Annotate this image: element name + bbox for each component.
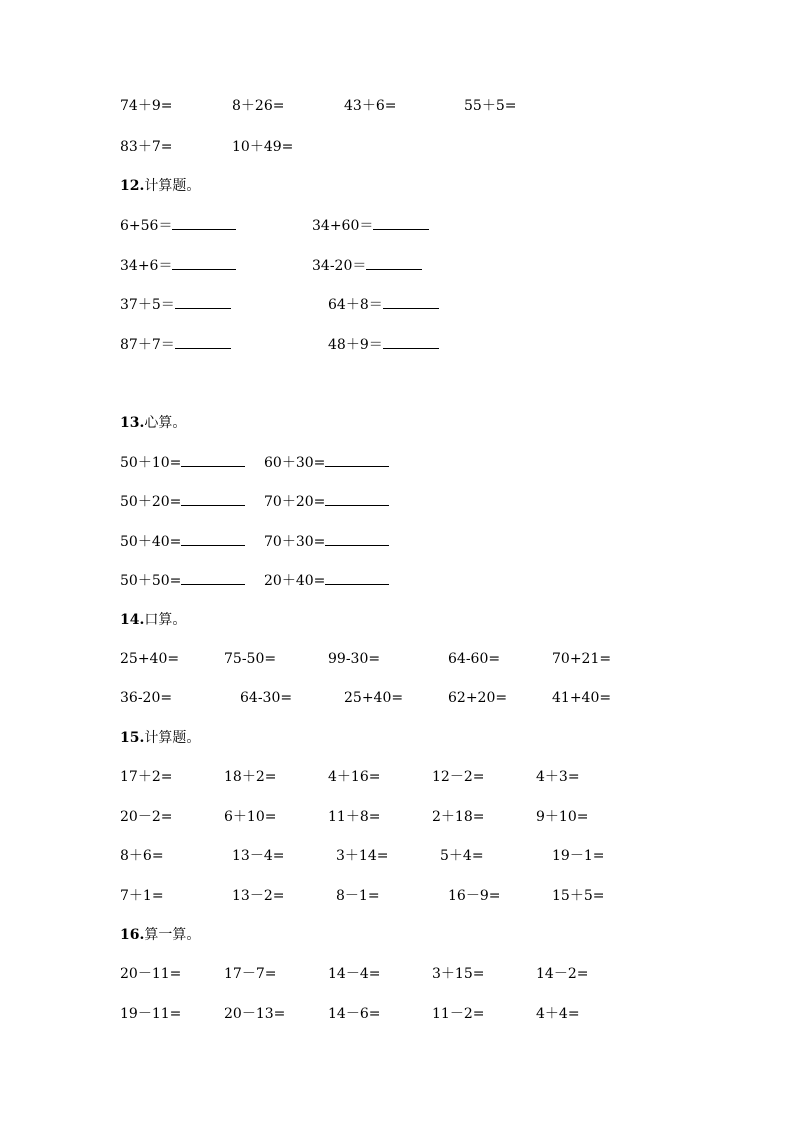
problem: 9＋10= <box>536 809 589 825</box>
fill-in-problem: 50＋20= <box>120 491 245 512</box>
problem: 4＋4= <box>536 1006 580 1022</box>
q12-heading <box>120 176 200 196</box>
q11-row-1 <box>0 96 794 120</box>
q12-row-3 <box>0 294 794 318</box>
answer-blank[interactable] <box>325 452 389 467</box>
fill-in-problem: 50＋40= <box>120 531 245 552</box>
problem: 25+40= <box>120 651 180 667</box>
q13-row-4 <box>0 570 794 594</box>
problem: 70+21= <box>552 651 612 667</box>
q15-row-2 <box>0 807 794 831</box>
answer-blank[interactable] <box>181 491 245 506</box>
q13-row-1 <box>0 452 794 476</box>
answer-blank[interactable] <box>325 531 389 546</box>
problem: 11＋8= <box>328 809 381 825</box>
problem: 4＋16= <box>328 769 381 785</box>
question-title: 计算题。 <box>144 178 201 194</box>
q15-heading <box>120 728 200 748</box>
fill-in-problem: 60＋30= <box>264 452 389 473</box>
answer-blank[interactable] <box>325 491 389 506</box>
problem: 15＋5= <box>552 888 605 904</box>
q11-row-2 <box>0 137 794 161</box>
question-number: 13. <box>120 415 145 431</box>
q14-row-2 <box>0 688 794 712</box>
problem: 2＋18= <box>432 809 485 825</box>
fill-in-problem: 70＋30= <box>264 531 389 552</box>
problem: 99-30= <box>328 651 381 667</box>
question-title: 心算。 <box>144 415 187 431</box>
question-number: 16. <box>120 927 145 943</box>
fill-in-problem: 50＋50= <box>120 570 245 591</box>
problem: 19－11= <box>120 1006 182 1022</box>
answer-blank[interactable] <box>175 294 231 309</box>
problem: 64-30= <box>240 690 293 706</box>
problem: 8－1= <box>336 888 380 904</box>
problem: 36-20= <box>120 690 173 706</box>
problem: 16－9= <box>448 888 501 904</box>
q15-row-4 <box>0 886 794 910</box>
problem: 17＋2= <box>120 769 173 785</box>
question-number: 12. <box>120 178 145 194</box>
q13-row-3 <box>0 531 794 555</box>
fill-in-problem: 48＋9＝ <box>328 334 439 355</box>
problem: 8＋26= <box>232 98 285 114</box>
question-title: 口算。 <box>144 612 187 628</box>
q14-heading <box>120 610 186 630</box>
answer-blank[interactable] <box>383 334 439 349</box>
problem: 83＋7= <box>120 139 173 155</box>
answer-blank[interactable] <box>172 215 236 230</box>
answer-blank[interactable] <box>172 255 236 270</box>
problem: 41+40= <box>552 690 612 706</box>
problem: 20－13= <box>224 1006 286 1022</box>
question-title: 计算题。 <box>144 730 201 746</box>
fill-in-problem: 64＋8＝ <box>328 294 439 315</box>
problem: 5＋4= <box>440 848 484 864</box>
fill-in-problem: 34+6＝ <box>120 255 236 276</box>
problem: 55＋5= <box>464 98 517 114</box>
q16-heading <box>120 925 200 945</box>
problem: 75-50= <box>224 651 277 667</box>
problem: 43＋6= <box>344 98 397 114</box>
q12-row-4 <box>0 334 794 358</box>
problem: 62+20= <box>448 690 508 706</box>
q16-row-1 <box>0 964 794 988</box>
problem: 74＋9= <box>120 98 173 114</box>
answer-blank[interactable] <box>181 452 245 467</box>
problem: 25+40= <box>344 690 404 706</box>
problem: 18＋2= <box>224 769 277 785</box>
fill-in-problem: 50＋10= <box>120 452 245 473</box>
problem: 20－11= <box>120 966 182 982</box>
problem: 13－4= <box>232 848 285 864</box>
q16-row-2 <box>0 1004 794 1028</box>
q15-row-3 <box>0 846 794 870</box>
problem: 12－2= <box>432 769 485 785</box>
q12-row-1 <box>0 215 794 239</box>
fill-in-problem: 37＋5＝ <box>120 294 231 315</box>
answer-blank[interactable] <box>373 215 429 230</box>
problem: 14－2= <box>536 966 589 982</box>
problem: 13－2= <box>232 888 285 904</box>
fill-in-problem: 6+56＝ <box>120 215 236 236</box>
problem: 10＋49= <box>232 139 294 155</box>
problem: 11－2= <box>432 1006 485 1022</box>
problem: 20－2= <box>120 809 173 825</box>
answer-blank[interactable] <box>366 255 422 270</box>
problem: 3＋14= <box>336 848 389 864</box>
q13-row-2 <box>0 491 794 515</box>
problem: 14－4= <box>328 966 381 982</box>
fill-in-problem: 34+60＝ <box>312 215 429 236</box>
fill-in-problem: 70＋20= <box>264 491 389 512</box>
fill-in-problem: 87＋7＝ <box>120 334 231 355</box>
problem: 3＋15= <box>432 966 485 982</box>
answer-blank[interactable] <box>175 334 231 349</box>
question-title: 算一算。 <box>144 927 201 943</box>
q12-row-2 <box>0 255 794 279</box>
problem: 6＋10= <box>224 809 277 825</box>
fill-in-problem: 20＋40= <box>264 570 389 591</box>
problem: 4＋3= <box>536 769 580 785</box>
answer-blank[interactable] <box>383 294 439 309</box>
problem: 7＋1= <box>120 888 164 904</box>
problem: 64-60= <box>448 651 501 667</box>
q14-row-1 <box>0 649 794 673</box>
answer-blank[interactable] <box>181 531 245 546</box>
problem: 19－1= <box>552 848 605 864</box>
q15-row-1 <box>0 767 794 791</box>
problem: 8＋6= <box>120 848 164 864</box>
answer-blank[interactable] <box>325 570 389 585</box>
problem: 14－6= <box>328 1006 381 1022</box>
question-number: 15. <box>120 730 145 746</box>
fill-in-problem: 34-20＝ <box>312 255 422 276</box>
answer-blank[interactable] <box>181 570 245 585</box>
q13-heading <box>120 413 186 433</box>
problem: 17－7= <box>224 966 277 982</box>
question-number: 14. <box>120 612 145 628</box>
